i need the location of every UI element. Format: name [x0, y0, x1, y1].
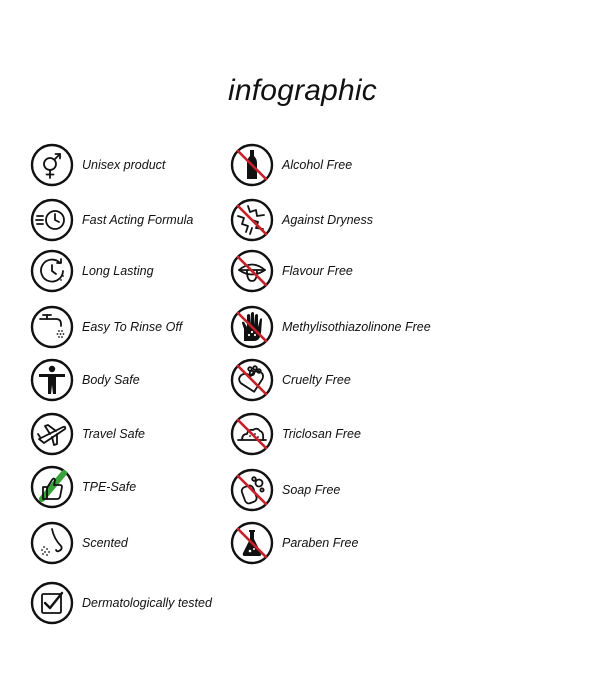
body-icon [30, 358, 74, 402]
feature-cruelty-free [230, 357, 351, 403]
no-soap-icon [230, 468, 274, 512]
feature-tpe-safe [30, 464, 136, 510]
feature-label: Flavour Free [282, 264, 353, 278]
feature-label: Soap Free [282, 483, 341, 497]
nose-icon [30, 521, 74, 565]
feature-label: Dermatologically tested [82, 596, 212, 610]
fast-clock-icon [30, 198, 74, 242]
feature-body-safe [30, 357, 140, 403]
no-triclosan-icon [230, 412, 274, 456]
feature-flavour-free [230, 248, 353, 294]
feature-paraben-free [230, 520, 358, 566]
feature-label: Scented [82, 536, 128, 550]
thumbs-up-icon [30, 465, 74, 509]
cruelty-free-icon [230, 358, 274, 402]
feature-methylisothiazolinone-free [230, 304, 431, 350]
feature-label: Body Safe [82, 373, 140, 387]
long-lasting-clock-icon [30, 249, 74, 293]
feature-unisex [30, 142, 165, 188]
unisex-icon [30, 143, 74, 187]
feature-label: Methylisothiazolinone Free [282, 320, 431, 334]
no-methylisothiazolinone-icon [230, 305, 274, 349]
feature-label: Triclosan Free [282, 427, 361, 441]
feature-label: Alcohol Free [282, 158, 353, 172]
feature-label: Against Dryness [282, 213, 374, 227]
feature-scented [30, 520, 128, 566]
feature-label: Unisex product [82, 158, 166, 172]
feature-easy-rinse [30, 304, 182, 350]
feature-dermatologically-tested [30, 580, 212, 626]
feature-label: Cruelty Free [282, 373, 351, 387]
feature-triclosan-free [230, 411, 361, 457]
feature-label: Fast Acting Formula [82, 213, 194, 227]
feature-fast-acting [30, 197, 193, 243]
feature-travel-safe [30, 411, 145, 457]
page-title: infographic [228, 74, 377, 107]
feature-against-dryness [230, 197, 373, 243]
feature-label: Travel Safe [82, 427, 145, 441]
feature-label: Long Lasting [82, 264, 154, 278]
feature-label: TPE-Safe [82, 480, 137, 494]
feature-long-lasting [30, 248, 154, 294]
no-alcohol-icon [230, 143, 274, 187]
no-dryness-icon [230, 198, 274, 242]
faucet-icon [30, 305, 74, 349]
feature-soap-free [230, 467, 340, 513]
no-flavour-icon [230, 249, 274, 293]
feature-alcohol-free [230, 142, 352, 188]
feature-label: Paraben Free [282, 536, 359, 550]
airplane-icon [30, 412, 74, 456]
feature-label: Easy To Rinse Off [82, 320, 183, 334]
checkbox-icon [30, 581, 74, 625]
no-paraben-icon [230, 521, 274, 565]
